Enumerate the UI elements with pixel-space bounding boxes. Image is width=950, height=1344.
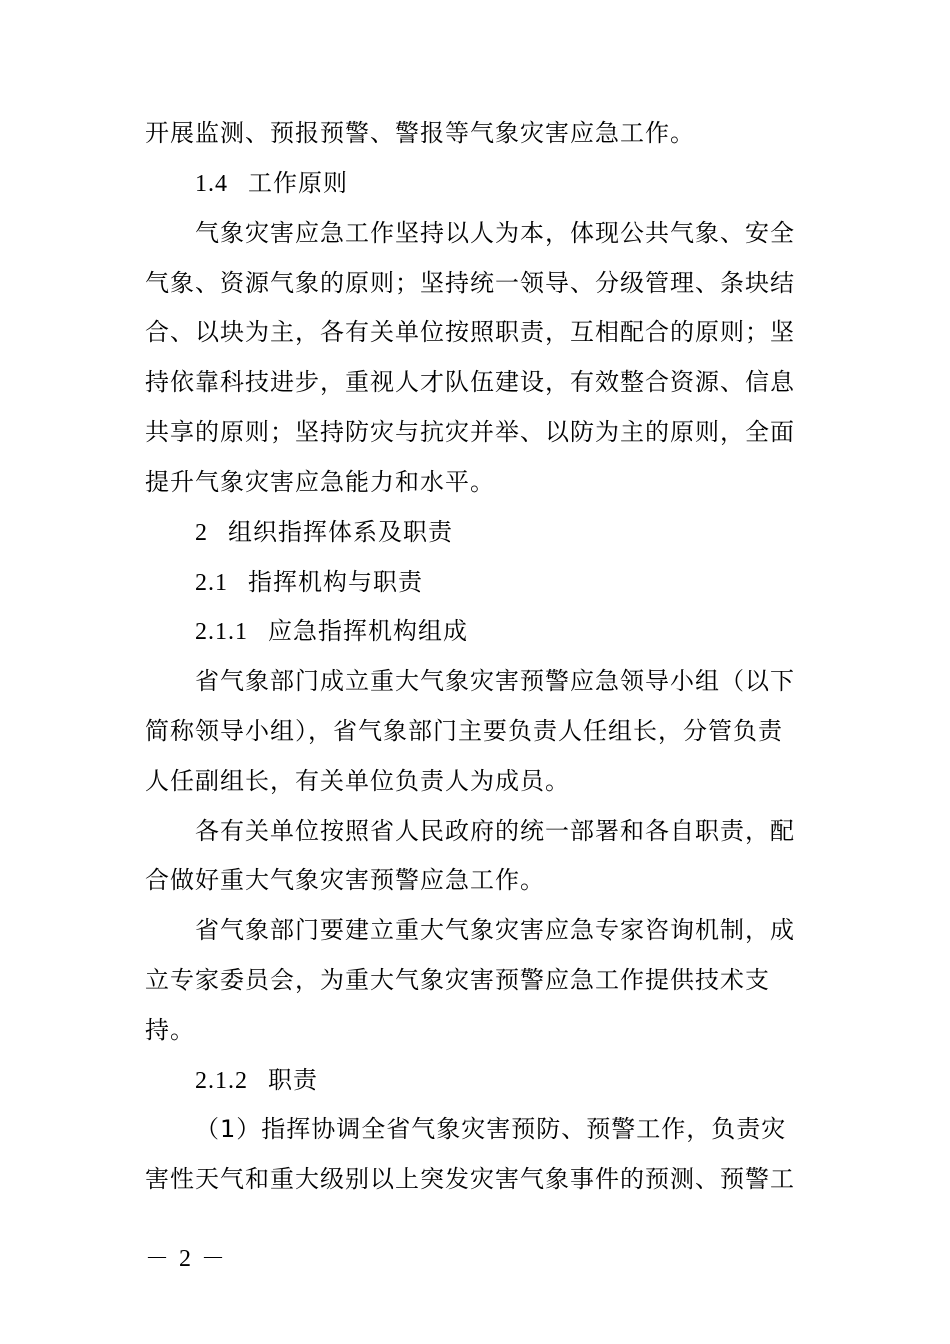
paragraph-line: 害性天气和重大级别以上突发灾害气象事件的预测、预警工 [145, 1165, 795, 1193]
paragraph-line: 省气象部门要建立重大气象灾害应急专家咨询机制，成 [195, 916, 795, 944]
paragraph-line: 气象灾害应急工作坚持以人为本，体现公共气象、安全 [195, 219, 795, 247]
section-heading-2 [195, 512, 825, 552]
section-title: 工作原则 [248, 169, 348, 197]
section-number: 2 [195, 520, 208, 546]
section-number: 2.1.2 [195, 1068, 248, 1094]
section-heading-1-4 [195, 163, 825, 203]
section-heading-2-1-1 [195, 611, 825, 651]
paragraph-line: 开展监测、预报预警、警报等气象灾害应急工作。 [145, 119, 695, 147]
page-number: － 2 － [145, 1246, 227, 1272]
section-number: 1.4 [195, 171, 228, 197]
paragraph-line: 持。 [145, 1016, 195, 1044]
section-title: 职责 [268, 1066, 318, 1094]
section-heading-2-1 [195, 562, 825, 602]
section-title: 指挥机构与职责 [248, 568, 423, 596]
paragraph-line: 合做好重大气象灾害预警应急工作。 [145, 866, 545, 894]
paragraph-line: 简称领导小组），省气象部门主要负责人任组长，分管负责 [145, 717, 783, 745]
section-title: 组织指挥体系及职责 [228, 518, 453, 546]
section-heading-2-1-2 [195, 1060, 825, 1100]
paragraph-line: 提升气象灾害应急能力和水平。 [145, 468, 495, 496]
paragraph-line: 人任副组长，有关单位负责人为成员。 [145, 767, 570, 795]
paragraph-line: 合、以块为主，各有关单位按照职责，互相配合的原则；坚 [145, 318, 795, 346]
paragraph-line: 各有关单位按照省人民政府的统一部署和各自职责，配 [195, 817, 795, 845]
section-title: 应急指挥机构组成 [268, 617, 468, 645]
paragraph-line: 共享的原则；坚持防灾与抗灾并举、以防为主的原则，全面 [145, 418, 795, 446]
paragraph-line: 省气象部门成立重大气象灾害预警应急领导小组（以下 [195, 667, 795, 695]
section-number: 2.1 [195, 570, 228, 596]
paragraph-line: 立专家委员会，为重大气象灾害预警应急工作提供技术支 [145, 966, 770, 994]
paragraph-line: 气象、资源气象的原则；坚持统一领导、分级管理、条块结 [145, 269, 795, 297]
paragraph-line: （1）指挥协调全省气象灾害预防、预警工作，负责灾 [195, 1115, 787, 1143]
section-number: 2.1.1 [195, 619, 248, 645]
paragraph-line: 持依靠科技进步，重视人才队伍建设，有效整合资源、信息 [145, 368, 795, 396]
